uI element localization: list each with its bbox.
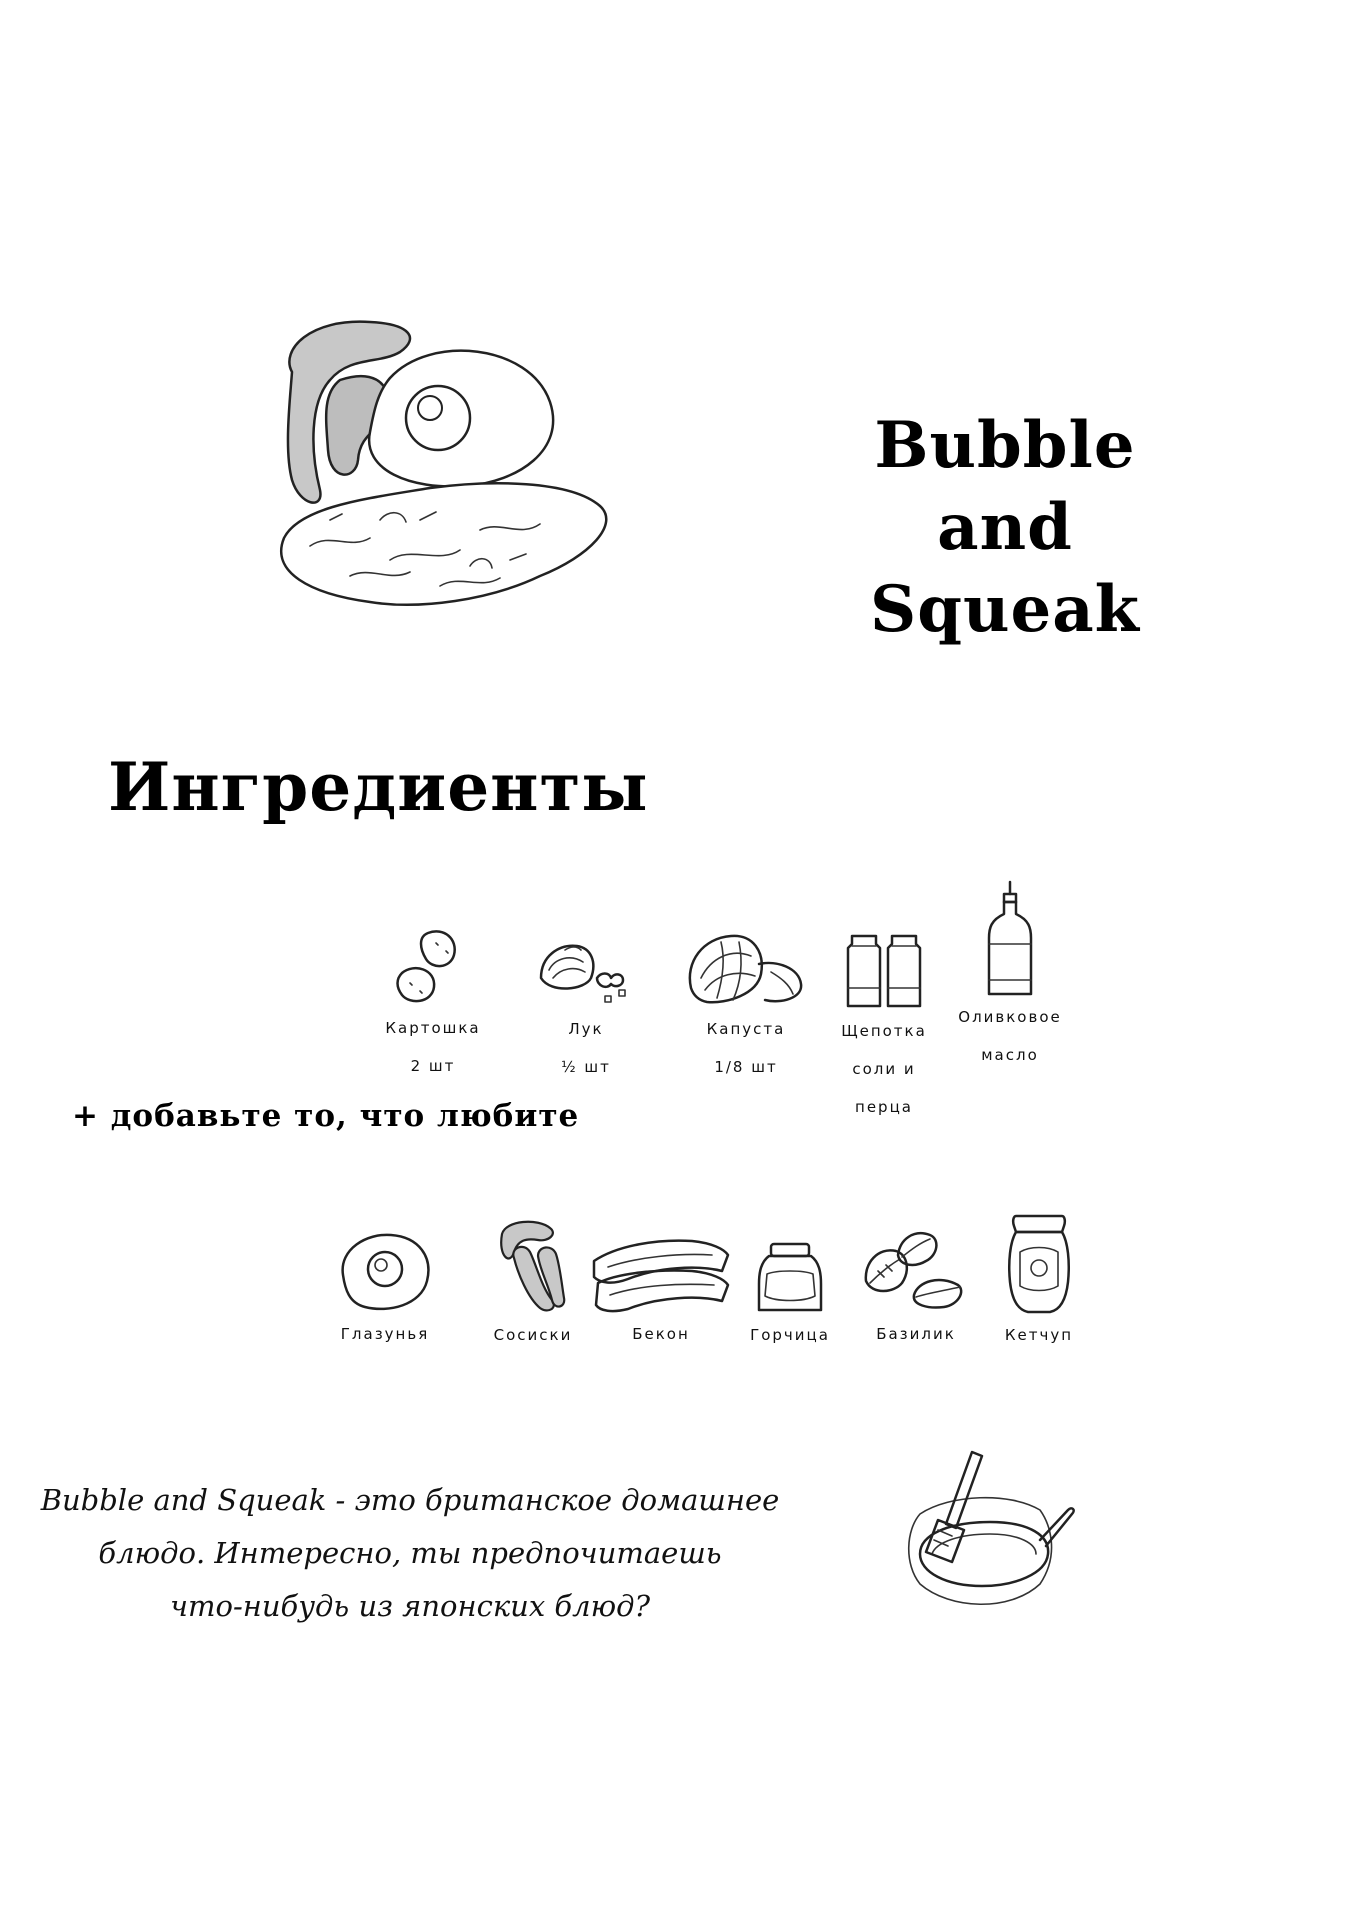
extra-name: Бекон: [632, 1325, 690, 1343]
ingredient-name: Капуста: [706, 1020, 786, 1038]
extra-ketchup: [984, 1212, 1094, 1354]
cabbage-icon: [681, 918, 811, 1010]
caption-line1: Bubble and Squeak - это британское домашнее: [40, 1483, 780, 1517]
ingredient-olive-oil: [950, 880, 1070, 1074]
ingredient-cabbage: [676, 918, 816, 1086]
ingredient-amount: 2 шт: [410, 1057, 456, 1075]
caption-line3: что-нибудь из японских блюд?: [169, 1589, 651, 1623]
recipe-caption: [40, 1474, 780, 1633]
extra-name: Сосиски: [493, 1326, 573, 1344]
ketchup-icon: [1004, 1212, 1074, 1316]
olive-oil-icon: [975, 880, 1045, 998]
ingredient-name: Картошка: [385, 1019, 481, 1037]
dish-illustration: [270, 310, 680, 660]
extra-basil: [856, 1225, 976, 1353]
extra-name: Глазунья: [340, 1325, 430, 1343]
extra-name: Базилик: [876, 1325, 956, 1343]
potato-icon: [388, 925, 478, 1009]
salt-pepper-icon: [834, 922, 934, 1012]
ingredient-name-line1: Оливковое: [958, 1008, 1062, 1026]
ingredients-heading: Ингредиенты: [108, 748, 649, 826]
ingredient-amount: ½ шт: [561, 1058, 611, 1076]
extra-sausages: [478, 1212, 588, 1354]
extra-fried-egg: [330, 1225, 440, 1353]
recipe-title-line2: Squeak: [869, 572, 1141, 647]
fried-egg-icon: [333, 1225, 437, 1315]
ingredient-onion: [526, 920, 646, 1086]
caption-line2: блюдо. Интересно, ты предпочитаешь: [98, 1536, 722, 1570]
recipe-title-line1: Bubble and: [874, 408, 1136, 565]
bacon-icon: [588, 1225, 734, 1315]
ingredient-name: Лук: [568, 1020, 604, 1038]
mustard-icon: [753, 1240, 827, 1316]
ingredient-name-line1: Щепотка: [841, 1022, 927, 1040]
recipe-title: [810, 405, 1200, 651]
extra-bacon: [586, 1225, 736, 1353]
extra-name: Кетчуп: [1004, 1326, 1074, 1344]
onion-icon: [531, 920, 641, 1010]
ingredient-name-line3: перца: [855, 1098, 913, 1116]
ingredient-name-line2: масло: [981, 1046, 1039, 1064]
frying-pan-icon: [890, 1444, 1080, 1624]
extras-heading: + добавьте то, что любите: [72, 1098, 580, 1134]
extra-name: Горчица: [750, 1326, 830, 1344]
ingredient-potato: [368, 925, 498, 1085]
extra-mustard: [735, 1240, 845, 1354]
sausages-icon: [488, 1212, 578, 1316]
ingredient-salt-pepper: [824, 922, 944, 1126]
ingredient-amount: 1/8 шт: [714, 1058, 778, 1076]
ingredient-name-line2: соли и: [852, 1060, 916, 1078]
basil-icon: [858, 1225, 974, 1315]
